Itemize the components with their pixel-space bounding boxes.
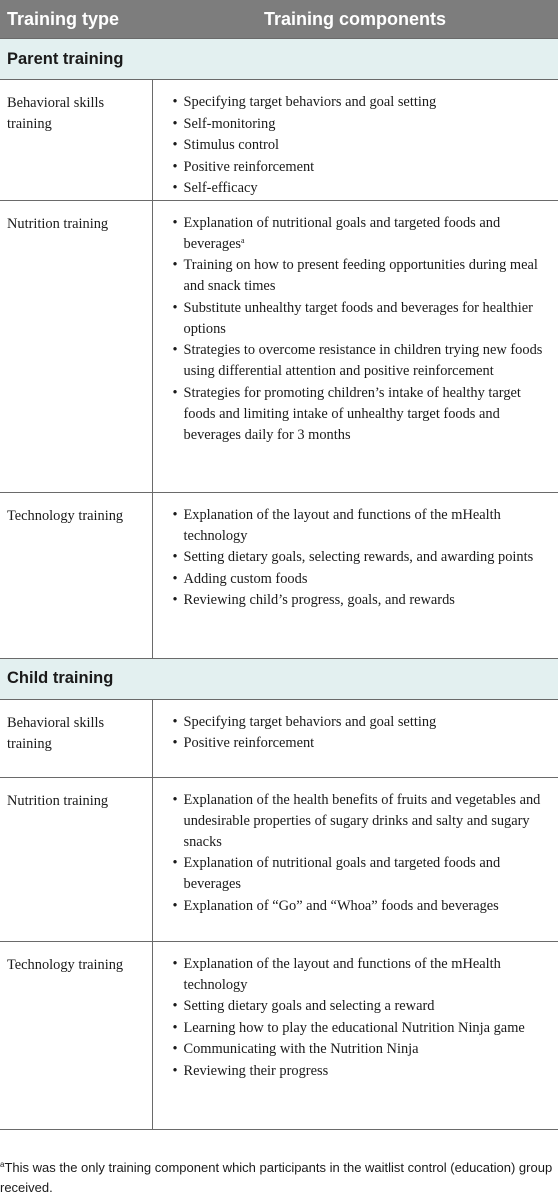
bullet-icon: • xyxy=(172,998,178,1014)
list-item xyxy=(163,896,553,917)
bullet-icon: • xyxy=(172,1041,178,1057)
component-text: Stimulus control xyxy=(183,137,280,153)
list-item xyxy=(163,298,553,340)
list-item xyxy=(163,996,553,1017)
bullet-icon: • xyxy=(172,1019,178,1036)
component-text: Specifying target behaviors and goal setting xyxy=(183,713,437,730)
component-list xyxy=(163,213,553,446)
section-row xyxy=(0,658,558,699)
bullet-icon: • xyxy=(172,299,178,316)
table-row xyxy=(0,941,558,1129)
training-components-cell xyxy=(152,777,558,941)
list-item xyxy=(163,213,553,255)
table-row xyxy=(0,699,558,777)
component-text: Explanation of the layout and functions of the mHealth technology xyxy=(183,955,501,993)
bullet-icon: • xyxy=(172,855,178,871)
list-item xyxy=(163,853,553,895)
bullet-icon: • xyxy=(172,158,178,175)
component-text: Explanation of nutritional goals and targeted foods and beverages xyxy=(183,214,501,252)
footnote-marker: a xyxy=(0,1160,5,1169)
table-row xyxy=(0,80,558,201)
component-text: Setting dietary goals and selecting a reward xyxy=(183,998,435,1014)
component-list xyxy=(163,712,553,755)
list-item xyxy=(163,505,553,547)
training-components-cell xyxy=(152,200,558,492)
list-item xyxy=(163,340,553,382)
bullet-icon: • xyxy=(172,137,178,153)
section-row xyxy=(0,39,558,80)
table-row xyxy=(0,200,558,492)
training-components-cell xyxy=(152,941,558,1129)
bullet-icon: • xyxy=(172,713,178,730)
list-item xyxy=(163,1061,553,1082)
component-text: Learning how to play the educational Nutrition Ninja game xyxy=(183,1019,525,1036)
list-item xyxy=(163,569,553,590)
component-text: Reviewing child’s progress, goals, and rewards xyxy=(183,592,455,608)
bullet-icon: • xyxy=(172,94,178,110)
bullet-icon: • xyxy=(172,180,178,196)
list-item xyxy=(163,114,553,135)
table-row xyxy=(0,492,558,658)
component-text: Adding custom foods xyxy=(183,570,308,587)
bullet-icon: • xyxy=(172,955,178,972)
component-list xyxy=(163,790,553,917)
list-item xyxy=(163,733,553,754)
list-item xyxy=(163,383,553,446)
table-body xyxy=(0,39,558,1130)
header-training-type: Training type xyxy=(0,0,152,39)
list-item xyxy=(163,790,553,853)
component-text: Strategies for promoting children’s intake of healthy target foods and limiting intake of unhealthy target foods and beverages daily for 3 months xyxy=(183,384,521,443)
list-item xyxy=(163,547,553,568)
footnote-reference: a xyxy=(241,235,245,245)
component-text: Explanation of the health benefits of fruits and vegetables and undesirable properties of sugary drinks and salty and sugary snacks xyxy=(183,791,541,850)
bullet-icon: • xyxy=(172,115,178,132)
table-header xyxy=(0,0,558,39)
list-item xyxy=(163,954,553,996)
training-type-cell: Behavioral skills training xyxy=(0,699,152,777)
bullet-icon: • xyxy=(172,257,178,273)
list-item xyxy=(163,1039,553,1060)
component-list xyxy=(163,92,553,199)
list-item xyxy=(163,712,553,733)
component-text: Substitute unhealthy target foods and beverages for healthier options xyxy=(183,299,533,337)
list-item xyxy=(163,590,553,611)
training-components-cell xyxy=(152,80,558,201)
bullet-icon: • xyxy=(172,570,178,587)
component-text: Explanation of “Go” and “Whoa” foods and beverages xyxy=(183,897,499,914)
component-text: Positive reinforcement xyxy=(183,158,315,175)
bullet-icon: • xyxy=(172,342,178,358)
component-text: Setting dietary goals, selecting rewards, and awarding points xyxy=(183,549,534,565)
component-text: Self-monitoring xyxy=(183,115,276,132)
component-text: Positive reinforcement xyxy=(183,735,315,751)
footnote-text: This was the only training component which participants in the waitlist control (education) group received. xyxy=(0,1160,553,1195)
list-item xyxy=(163,178,553,199)
component-list xyxy=(163,954,553,1082)
list-item xyxy=(163,92,553,113)
bullet-icon: • xyxy=(172,506,178,523)
training-components-cell xyxy=(152,492,558,658)
bullet-icon: • xyxy=(172,791,178,808)
training-type-cell: Nutrition training xyxy=(0,200,152,492)
component-text: Explanation of nutritional goals and targeted foods and beverages xyxy=(183,855,501,892)
training-type-cell: Behavioral skills training xyxy=(0,80,152,201)
bullet-icon: • xyxy=(172,735,178,751)
component-text: Communicating with the Nutrition Ninja xyxy=(183,1041,419,1057)
list-item xyxy=(163,157,553,178)
list-item xyxy=(163,1018,553,1039)
training-components-cell xyxy=(152,699,558,777)
component-text: Explanation of the layout and functions of the mHealth technology xyxy=(183,506,501,544)
bullet-icon: • xyxy=(172,1062,178,1079)
bullet-icon: • xyxy=(172,549,178,565)
bullet-icon: • xyxy=(172,384,178,401)
list-item xyxy=(163,255,553,297)
section-title: Child training xyxy=(0,658,558,699)
component-text: Strategies to overcome resistance in children trying new foods using differential attention and positive reinforcement xyxy=(183,342,543,379)
training-type-cell: Technology training xyxy=(0,492,152,658)
section-title: Parent training xyxy=(0,39,558,80)
component-text: Self-efficacy xyxy=(183,180,258,196)
component-text: Training on how to present feeding opportunities during meal and snack times xyxy=(183,257,538,294)
header-training-components: Training components xyxy=(152,0,558,39)
training-type-cell: Technology training xyxy=(0,941,152,1129)
component-text: Reviewing their progress xyxy=(183,1062,329,1079)
bullet-icon: • xyxy=(172,214,178,231)
table-row xyxy=(0,777,558,941)
list-item xyxy=(163,135,553,156)
bullet-icon: • xyxy=(172,592,178,608)
component-list xyxy=(163,505,553,612)
footnote xyxy=(0,1158,556,1198)
training-type-cell: Nutrition training xyxy=(0,777,152,941)
bullet-icon: • xyxy=(172,897,178,914)
component-text: Specifying target behaviors and goal setting xyxy=(183,94,437,110)
